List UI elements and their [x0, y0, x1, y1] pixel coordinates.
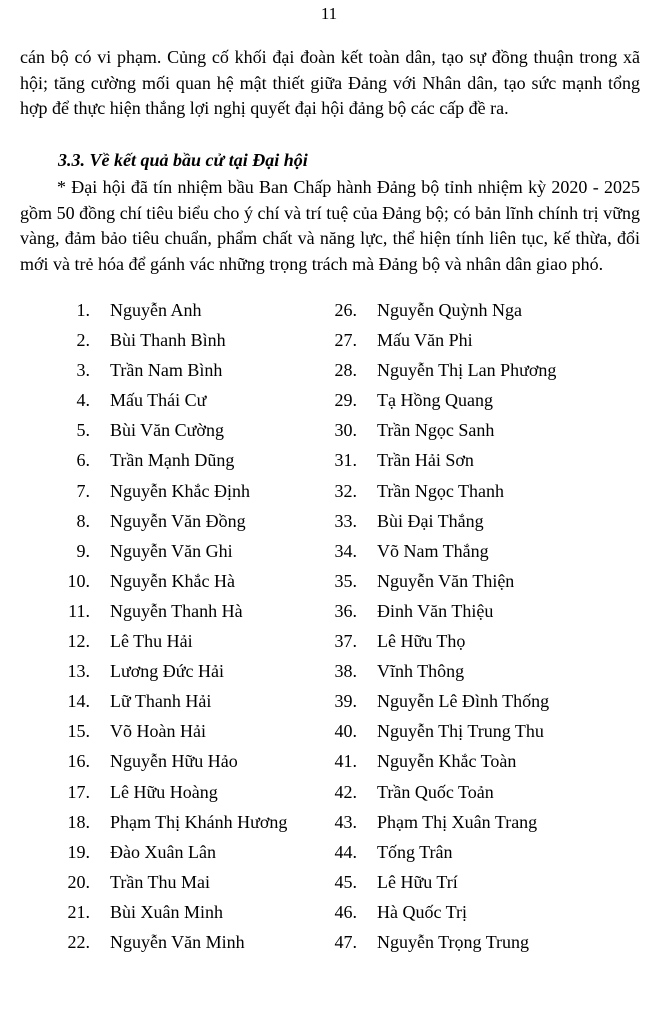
member-name: Nguyễn Lê Đình Thống: [377, 691, 550, 712]
member-name: Nguyễn Trọng Trung: [377, 931, 530, 952]
member-list-item: [20, 749, 320, 779]
member-name: Trần Thu Mai: [110, 871, 211, 892]
member-name: Nguyễn Văn Minh: [110, 931, 245, 952]
member-name: Bùi Thanh Bình: [110, 330, 226, 351]
member-list-item: [330, 840, 640, 870]
member-name: Võ Hoàn Hải: [110, 721, 206, 742]
member-list-item: [330, 479, 640, 509]
member-name: Võ Nam Thắng: [377, 540, 489, 561]
member-list-item: [20, 810, 320, 840]
member-list-item: [20, 689, 320, 719]
page-number: 11: [320, 4, 338, 23]
member-number: 20.: [67, 871, 90, 892]
member-name: Lê Thu Hải: [110, 631, 193, 652]
member-number: 17.: [67, 781, 90, 802]
member-name: Trần Quốc Toản: [377, 781, 494, 802]
member-number: 38.: [334, 661, 357, 682]
member-number: 8.: [76, 510, 90, 531]
member-list-item: [330, 388, 640, 418]
member-list-item: [330, 539, 640, 569]
member-list-item: [330, 509, 640, 539]
member-name: Mấu Thái Cư: [110, 390, 207, 411]
member-number: 29.: [334, 390, 357, 411]
member-list-item: [20, 509, 320, 539]
continuation-paragraph: cán bộ có vi phạm. Củng cố khối đại đoàn kết toàn dân, tạo sự đồng thuận trong xã hội; tăng cường mối quan hệ mật thiết giữa Đảng với Nhân dân, tạo sức mạnh tổng hợp để thực hiện thắng lợi nghị quyết đại hội đảng bộ các cấp đề ra.: [20, 47, 640, 118]
member-number: 13.: [67, 661, 90, 682]
member-number: 18.: [67, 811, 90, 832]
member-number: 21.: [67, 901, 90, 922]
member-number: 32.: [334, 480, 357, 501]
member-number: 42.: [334, 781, 357, 802]
member-number: 10.: [67, 570, 90, 591]
member-name: Phạm Thị Xuân Trang: [377, 811, 538, 832]
member-name: Lê Hữu Thọ: [377, 631, 466, 652]
member-name: Lương Đức Hải: [110, 661, 225, 682]
member-number: 19.: [67, 841, 90, 862]
member-list-item: [330, 870, 640, 900]
member-list-item: [330, 298, 640, 328]
member-number: 27.: [334, 330, 357, 351]
member-number: 44.: [334, 841, 357, 862]
member-name: Vĩnh Thông: [377, 661, 465, 682]
member-name: Tạ Hồng Quang: [377, 390, 493, 411]
member-name: Bùi Xuân Minh: [110, 901, 224, 922]
member-number: 36.: [334, 600, 357, 621]
member-number: 31.: [334, 450, 357, 471]
member-number: 34.: [334, 540, 357, 561]
member-number: 41.: [334, 751, 357, 772]
member-number: 14.: [67, 691, 90, 712]
member-number: 16.: [67, 751, 90, 772]
member-name: Lê Hữu Trí: [377, 871, 458, 892]
members-list-right: [330, 298, 640, 960]
member-list-item: [20, 599, 320, 629]
member-name: Hà Quốc Trị: [377, 901, 468, 922]
member-number: 30.: [334, 420, 357, 441]
member-name: Nguyễn Thị Trung Thu: [377, 721, 544, 742]
member-number: 9.: [76, 540, 90, 561]
member-name: Bùi Đại Thắng: [377, 510, 484, 531]
member-name: Bùi Văn Cường: [110, 420, 224, 441]
intro-paragraph: * Đại hội đã tín nhiệm bầu Ban Chấp hành Đảng bộ tỉnh nhiệm kỳ 2020 - 2025 gồm 50 đồng chí tiêu biểu cho ý chí và trí tuệ của Đảng bộ; có bản lĩnh chính trị vững vàng, đảm bảo tiêu chuẩn, phẩm chất và năng lực, thể hiện tính liên tục, kế thừa, đổi mới và trẻ hóa để gánh vác những trọng trách mà Đảng bộ và nhân dân giao phó.: [20, 177, 640, 274]
member-list-item: [330, 629, 640, 659]
member-number: 39.: [334, 691, 357, 712]
member-number: 7.: [76, 480, 90, 501]
section-heading: 3.3. Về kết quả bầu cử tại Đại hội: [58, 150, 308, 170]
member-name: Nguyễn Quỳnh Nga: [377, 300, 522, 320]
member-number: 1.: [76, 300, 90, 320]
member-name: Trần Hải Sơn: [377, 450, 474, 471]
member-number: 11.: [68, 600, 90, 621]
member-name: Nguyễn Hữu Hảo: [110, 751, 238, 772]
member-number: 6.: [76, 450, 90, 471]
member-name: Nguyễn Khắc Định: [110, 480, 250, 501]
member-number: 33.: [334, 510, 357, 531]
member-list-item: [20, 298, 320, 328]
member-list-item: [330, 930, 640, 960]
member-list-item: [20, 900, 320, 930]
member-name: Đào Xuân Lân: [110, 841, 216, 862]
member-number: 35.: [334, 570, 357, 591]
member-name: Nguyễn Văn Đồng: [110, 510, 246, 531]
member-name: Nguyễn Anh: [110, 300, 202, 320]
member-list-item: [20, 840, 320, 870]
member-list-item: [330, 599, 640, 629]
member-name: Nguyễn Thị Lan Phương: [377, 360, 557, 381]
member-list-item: [330, 780, 640, 810]
member-number: 28.: [334, 360, 357, 381]
member-list-item: [20, 719, 320, 749]
member-list-item: [330, 900, 640, 930]
member-list-item: [330, 719, 640, 749]
member-name: Mấu Văn Phi: [377, 330, 473, 351]
member-list-item: [20, 629, 320, 659]
member-number: 37.: [334, 631, 357, 652]
member-list-item: [20, 448, 320, 478]
member-list-item: [330, 749, 640, 779]
member-name: Trần Nam Bình: [110, 360, 223, 381]
member-name: Phạm Thị Khánh Hương: [110, 811, 288, 832]
member-name: Nguyễn Khắc Toàn: [377, 751, 517, 772]
member-list-item: [330, 448, 640, 478]
members-list-left: [20, 298, 320, 960]
member-list-item: [330, 810, 640, 840]
member-number: 46.: [334, 901, 357, 922]
member-list-item: [330, 569, 640, 599]
member-number: 4.: [76, 390, 90, 411]
member-list-item: [20, 780, 320, 810]
member-list-item: [20, 569, 320, 599]
member-name: Tống Trân: [377, 841, 453, 862]
member-name: Lê Hữu Hoàng: [110, 781, 218, 802]
member-name: Lữ Thanh Hải: [110, 691, 212, 712]
member-list-item: [20, 479, 320, 509]
member-number: 5.: [76, 420, 90, 441]
member-list-item: [20, 659, 320, 689]
member-number: 12.: [67, 631, 90, 652]
member-list-item: [20, 328, 320, 358]
member-list-item: [330, 328, 640, 358]
member-list-item: [330, 358, 640, 388]
member-number: 40.: [334, 721, 357, 742]
member-name: Nguyễn Thanh Hà: [110, 600, 243, 621]
member-number: 43.: [334, 811, 357, 832]
member-number: 2.: [76, 330, 90, 351]
member-list-item: [20, 870, 320, 900]
member-number: 3.: [76, 360, 90, 381]
member-name: Trần Ngọc Sanh: [377, 420, 495, 441]
member-name: Trần Mạnh Dũng: [110, 450, 235, 471]
member-number: 15.: [67, 721, 90, 742]
member-list-item: [20, 388, 320, 418]
member-name: Nguyễn Khắc Hà: [110, 570, 235, 591]
member-name: Đinh Văn Thiệu: [377, 600, 494, 621]
member-list-item: [20, 418, 320, 448]
member-name: Nguyễn Văn Thiện: [377, 570, 515, 591]
member-list-item: [330, 689, 640, 719]
member-list-item: [20, 930, 320, 960]
member-list-item: [330, 659, 640, 689]
member-number: 47.: [334, 931, 357, 952]
member-list-item: [20, 358, 320, 388]
member-number: 45.: [334, 871, 357, 892]
member-list-item: [330, 418, 640, 448]
member-list-item: [20, 539, 320, 569]
member-number: 22.: [67, 931, 90, 952]
member-name: Trần Ngọc Thanh: [377, 480, 504, 501]
member-number: 26.: [334, 300, 357, 320]
member-name: Nguyễn Văn Ghi: [110, 540, 233, 561]
